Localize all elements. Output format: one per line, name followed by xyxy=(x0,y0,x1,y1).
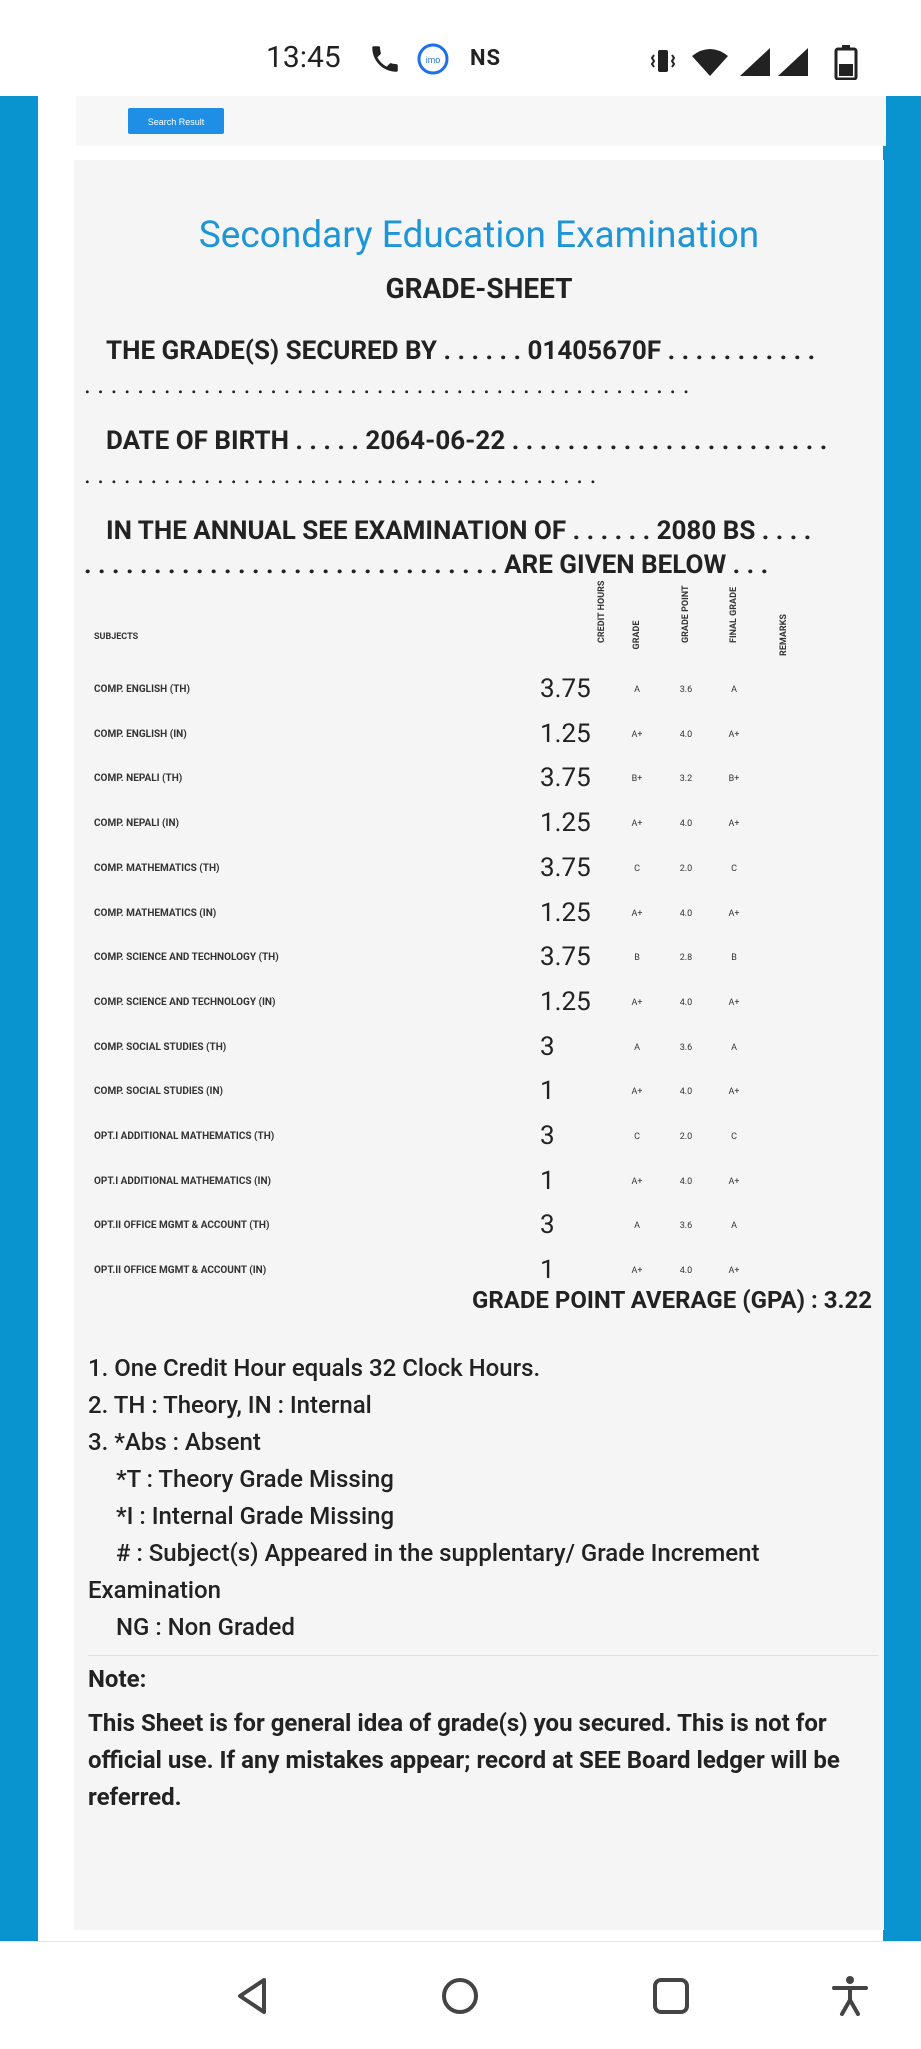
subject-name: OPT.II OFFICE MGMT & ACCOUNT (TH) xyxy=(94,1220,270,1231)
subject-name: OPT.II OFFICE MGMT & ACCOUNT (IN) xyxy=(94,1265,267,1276)
page-title: Secondary Education Examination xyxy=(198,214,760,257)
legend-line: 2. TH : Theory, IN : Internal xyxy=(88,1391,372,1419)
grade: A+ xyxy=(631,998,643,1008)
vibrate-icon xyxy=(648,46,678,76)
header-grade: GRADE xyxy=(632,620,642,650)
legend-notes xyxy=(88,1350,878,1646)
subject-name: COMP. NEPALI (IN) xyxy=(94,818,180,829)
note-body: This Sheet is for general idea of grade(s) you secured. This is not for official use. If any mistakes appear; record at SEE Board ledger will be referred. xyxy=(88,1709,840,1811)
credit-hours: 1 xyxy=(540,1255,555,1285)
dob-line: DATE OF BIRTH . . . . . 2064-06-22 . . . . . . . . . . . . . . . . . . . . . . . xyxy=(106,426,828,456)
legend-line: NG : Non Graded xyxy=(116,1613,295,1641)
subject-name: COMP. ENGLISH (TH) xyxy=(94,684,190,695)
subject-name: COMP. SOCIAL STUDIES (TH) xyxy=(94,1042,227,1053)
recent-apps-icon[interactable] xyxy=(649,1974,693,2018)
final-grade: A+ xyxy=(728,909,740,919)
subject-name: COMP. ENGLISH (IN) xyxy=(94,729,187,740)
navigation-bar xyxy=(0,1941,921,2049)
final-grade: A xyxy=(731,1221,737,1231)
final-grade: A+ xyxy=(728,1087,740,1097)
grade-point: 3.2 xyxy=(679,774,693,784)
final-grade: A+ xyxy=(728,1266,740,1276)
grade: B+ xyxy=(631,774,643,784)
search-area xyxy=(76,96,886,146)
grade-point: 3.6 xyxy=(679,1221,693,1231)
grade-point: 2.0 xyxy=(679,864,693,874)
final-grade: B xyxy=(731,953,737,963)
credit-hours: 3 xyxy=(540,1032,555,1062)
subject-name: COMP. SCIENCE AND TECHNOLOGY (TH) xyxy=(94,952,279,963)
subject-name: COMP. SCIENCE AND TECHNOLOGY (IN) xyxy=(94,997,276,1008)
credit-hours: 3.75 xyxy=(540,853,591,883)
credit-hours: 1.25 xyxy=(540,898,591,928)
legend-line: 3. *Abs : Absent xyxy=(88,1428,261,1456)
carrier-ns-label: NS xyxy=(470,46,502,71)
header-subjects: SUBJECTS xyxy=(94,632,139,642)
exam-line: IN THE ANNUAL SEE EXAMINATION OF . . . . . . 2080 BS . . . . xyxy=(106,516,812,546)
subject-name: COMP. MATHEMATICS (TH) xyxy=(94,863,220,874)
status-bar xyxy=(0,0,921,96)
final-grade: A+ xyxy=(728,730,740,740)
grade-point: 4.0 xyxy=(679,819,693,829)
accessibility-icon[interactable] xyxy=(830,1974,870,2018)
grade: A xyxy=(634,1043,640,1053)
grade-point: 4.0 xyxy=(679,1177,693,1187)
credit-hours: 1.25 xyxy=(540,987,591,1017)
grade: A xyxy=(634,685,640,695)
note-heading: Note: xyxy=(88,1665,147,1693)
back-icon[interactable] xyxy=(230,1974,274,2018)
grade: B xyxy=(634,953,640,963)
grade-point: 4.0 xyxy=(679,909,693,919)
final-grade: A xyxy=(731,1043,737,1053)
grade: C xyxy=(634,864,640,874)
header-final-grade: FINAL GRADE xyxy=(729,586,739,643)
grade-point: 2.8 xyxy=(679,953,693,963)
final-grade: A+ xyxy=(728,1177,740,1187)
grade: A xyxy=(634,1221,640,1231)
credit-hours: 1.25 xyxy=(540,808,591,838)
page-subtitle: GRADE-SHEET xyxy=(385,272,573,305)
signal-icon-1 xyxy=(738,46,772,78)
grade-point: 4.0 xyxy=(679,730,693,740)
final-grade: A+ xyxy=(728,819,740,829)
grade: C xyxy=(634,1132,640,1142)
subject-name: COMP. MATHEMATICS (IN) xyxy=(94,908,217,919)
secured-by-line: THE GRADE(S) SECURED BY . . . . . . 01405670F . . . . . . . . . . . xyxy=(106,336,816,366)
left-blue-border xyxy=(0,96,38,1941)
legend-line: 1. One Credit Hour equals 32 Clock Hours. xyxy=(88,1354,541,1382)
credit-hours: 1 xyxy=(540,1076,555,1106)
grade: A+ xyxy=(631,730,643,740)
page-content xyxy=(38,96,883,1941)
home-icon[interactable] xyxy=(438,1974,482,2018)
grade-point: 4.0 xyxy=(679,1087,693,1097)
header-credit-hours: CREDIT HOURS xyxy=(597,580,607,643)
credit-hours: 1.25 xyxy=(540,719,591,749)
credit-hours: 3 xyxy=(540,1121,555,1151)
grade: A+ xyxy=(631,1266,643,1276)
final-grade: C xyxy=(731,1132,737,1142)
grade-point: 3.6 xyxy=(679,1043,693,1053)
battery-icon xyxy=(834,44,858,80)
credit-hours: 3 xyxy=(540,1210,555,1240)
svg-text:imo: imo xyxy=(425,55,441,65)
exam-given-below-line: . . . . . . . . . . . . . . . . . . . . . . . . . . . . . . ARE GIVEN BELOW . . . xyxy=(84,550,769,580)
grade-point: 4.0 xyxy=(679,998,693,1008)
subject-name: OPT.I ADDITIONAL MATHEMATICS (TH) xyxy=(94,1131,275,1142)
grade-sheet xyxy=(74,160,884,1930)
search-result-button[interactable]: Search Result xyxy=(128,108,224,134)
grade-point: 4.0 xyxy=(679,1266,693,1276)
grade: A+ xyxy=(631,1177,643,1187)
signal-icon-2 xyxy=(776,46,810,78)
subject-name: COMP. NEPALI (TH) xyxy=(94,773,183,784)
final-grade: C xyxy=(731,864,737,874)
wifi-icon xyxy=(690,46,730,78)
legend-line: *T : Theory Grade Missing xyxy=(116,1465,394,1493)
legend-line: Examination xyxy=(88,1576,221,1604)
grade-point: 2.0 xyxy=(679,1132,693,1142)
phone-call-icon xyxy=(368,42,402,76)
grade-point: 3.6 xyxy=(679,685,693,695)
credit-hours: 3.75 xyxy=(540,942,591,972)
grade: A+ xyxy=(631,819,643,829)
header-grade-point: GRADE POINT xyxy=(681,585,691,643)
status-time: 13:45 xyxy=(266,40,341,75)
legend-line: # : Subject(s) Appeared in the supplentary/ Grade Increment xyxy=(116,1539,760,1567)
credit-hours: 1 xyxy=(540,1166,555,1196)
header-remarks: REMARKS xyxy=(779,614,789,656)
dob-dots: . . . . . . . . . . . . . . . . . . . . . . . . . . . . . . . . . . . . . . . xyxy=(84,460,597,490)
credit-hours: 3.75 xyxy=(540,763,591,793)
final-grade: B+ xyxy=(728,774,740,784)
grade: A+ xyxy=(631,1087,643,1097)
legend-line: *I : Internal Grade Missing xyxy=(116,1502,395,1530)
final-grade: A+ xyxy=(728,998,740,1008)
divider xyxy=(88,1655,878,1656)
imo-app-icon xyxy=(416,42,450,76)
subject-name: COMP. SOCIAL STUDIES (IN) xyxy=(94,1086,224,1097)
credit-hours: 3.75 xyxy=(540,674,591,704)
grade: A+ xyxy=(631,909,643,919)
final-grade: A xyxy=(731,685,737,695)
right-blue-border xyxy=(883,96,921,1941)
gpa-value: GRADE POINT AVERAGE (GPA) : 3.22 xyxy=(471,1286,872,1314)
secured-by-dots: . . . . . . . . . . . . . . . . . . . . . . . . . . . . . . . . . . . . . . . . . . . . . . xyxy=(84,370,690,400)
subject-name: OPT.I ADDITIONAL MATHEMATICS (IN) xyxy=(94,1176,272,1187)
